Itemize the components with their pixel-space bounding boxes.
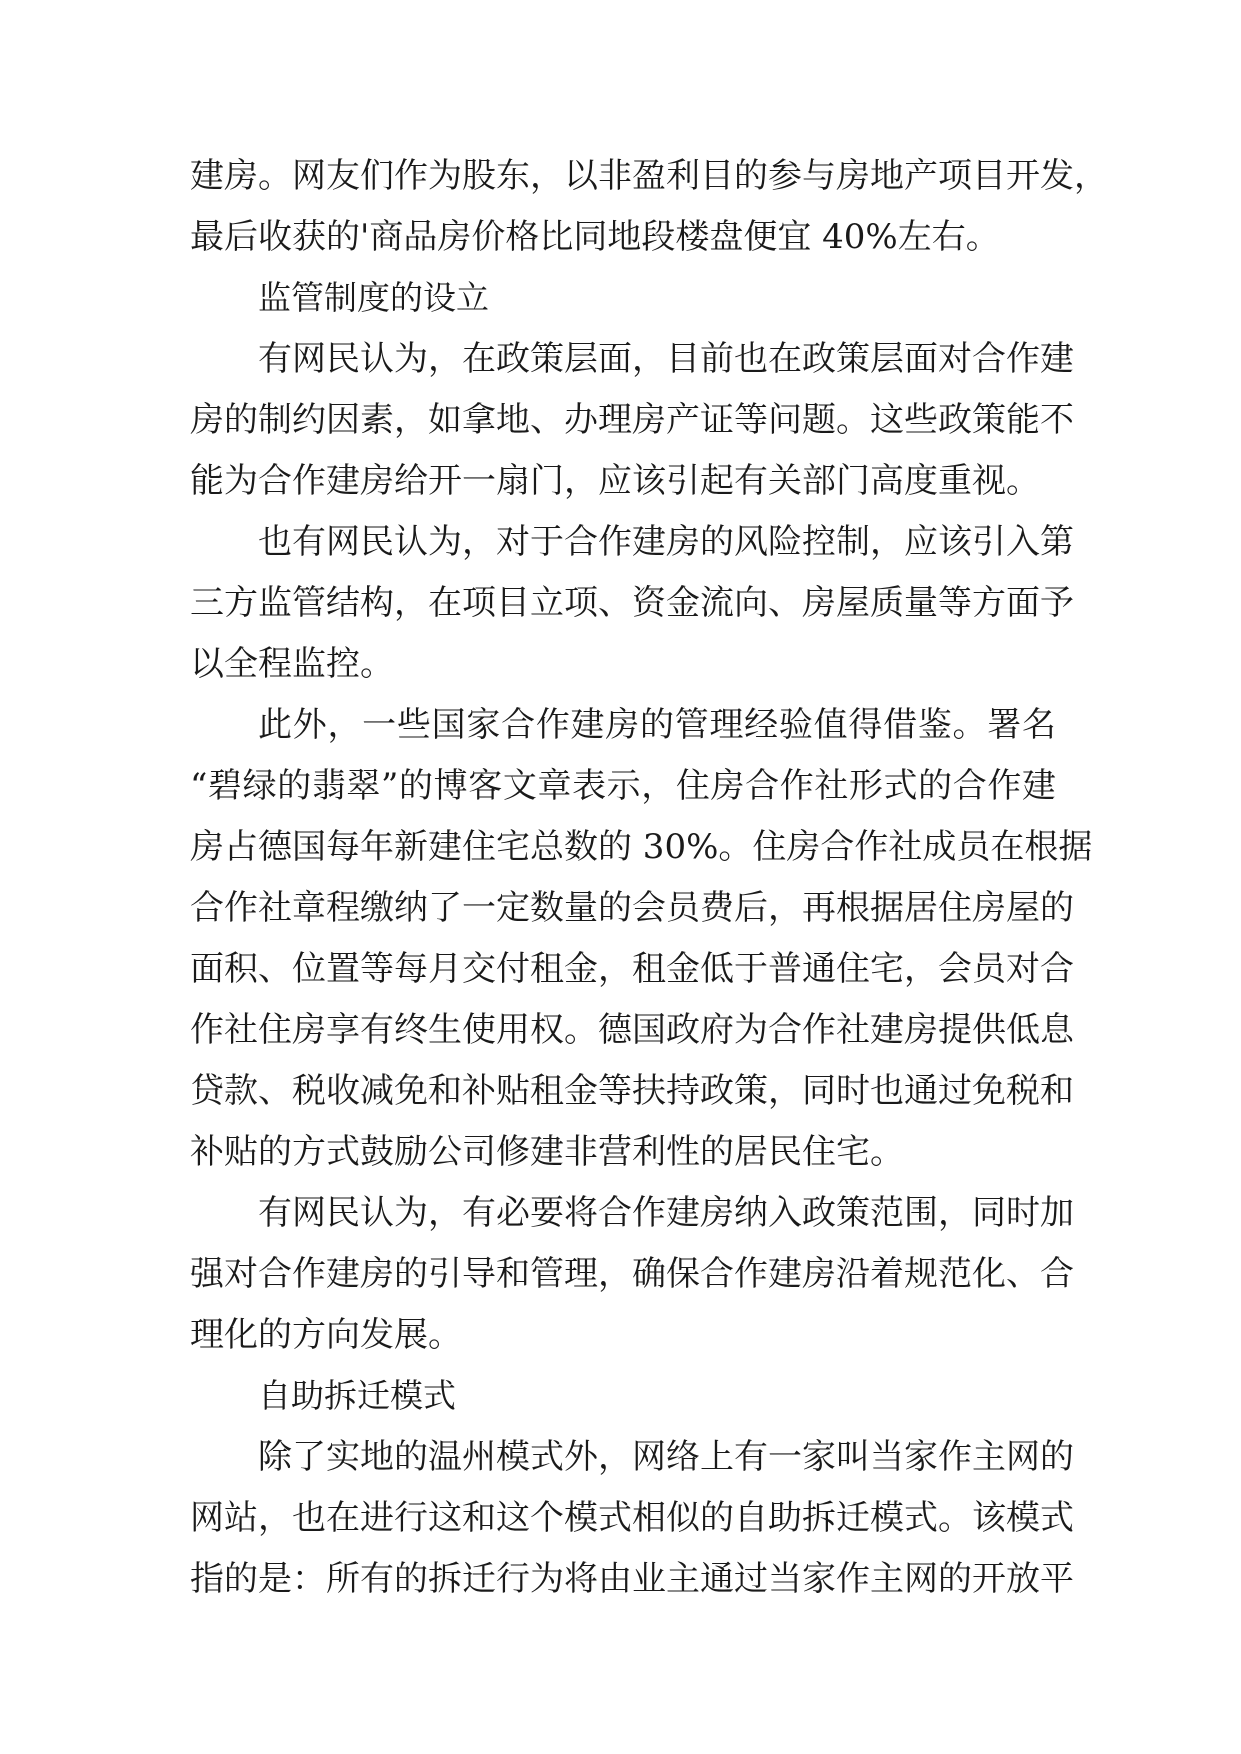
paragraph-line: 也有网民认为，对于合作建房的风险控制，应该引入第	[258, 522, 1074, 562]
paragraph-line: 作社住房享有终生使用权。德国政府为合作社建房提供低息	[190, 1010, 1074, 1050]
paragraph-line: 补贴的方式鼓励公司修建非营利性的居民住宅。	[190, 1132, 904, 1172]
paragraph-line: 除了实地的温州模式外，网络上有一家叫当家作主网的	[258, 1437, 1074, 1477]
paragraph-line: 房占德国每年新建住宅总数的 30%。住房合作社成员在根据	[190, 827, 1093, 867]
section-heading: 自助拆迁模式	[258, 1376, 456, 1415]
paragraph-line: 房的制约因素，如拿地、办理房产证等问题。这些政策能不	[190, 400, 1074, 440]
paragraph-line: 指的是：所有的拆迁行为将由业主通过当家作主网的开放平	[190, 1559, 1074, 1599]
paragraph-line: 建房。网友们作为股东，以非盈利目的参与房地产项目开发，	[190, 156, 1108, 196]
paragraph-line: 以全程监控。	[190, 644, 394, 684]
paragraph-line: 有网民认为，在政策层面，目前也在政策层面对合作建	[258, 339, 1074, 379]
paragraph-line: “碧绿的翡翠”的博客文章表示，住房合作社形式的合作建	[190, 766, 1056, 806]
section-heading: 监管制度的设立	[258, 278, 489, 317]
paragraph-line: 合作社章程缴纳了一定数量的会员费后，再根据居住房屋的	[190, 888, 1074, 928]
paragraph-line: 强对合作建房的引导和管理，确保合作建房沿着规范化、合	[190, 1254, 1074, 1294]
paragraph-line: 最后收获的'商品房价格比同地段楼盘便宜 40%左右。	[190, 217, 1000, 257]
document-page	[190, 0, 1108, 1754]
paragraph-line: 面积、位置等每月交付租金，租金低于普通住宅，会员对合	[190, 949, 1074, 989]
paragraph-line: 网站，也在进行这和这个模式相似的自助拆迁模式。该模式	[190, 1498, 1074, 1538]
paragraph-line: 能为合作建房给开一扇门，应该引起有关部门高度重视。	[190, 461, 1040, 501]
paragraph-line: 有网民认为，有必要将合作建房纳入政策范围，同时加	[258, 1193, 1074, 1233]
paragraph-line: 理化的方向发展。	[190, 1315, 462, 1355]
paragraph-line: 三方监管结构，在项目立项、资金流向、房屋质量等方面予	[190, 583, 1074, 623]
paragraph-line: 此外，一些国家合作建房的管理经验值得借鉴。署名	[258, 705, 1056, 745]
paragraph-line: 贷款、税收减免和补贴租金等扶持政策，同时也通过免税和	[190, 1071, 1074, 1111]
